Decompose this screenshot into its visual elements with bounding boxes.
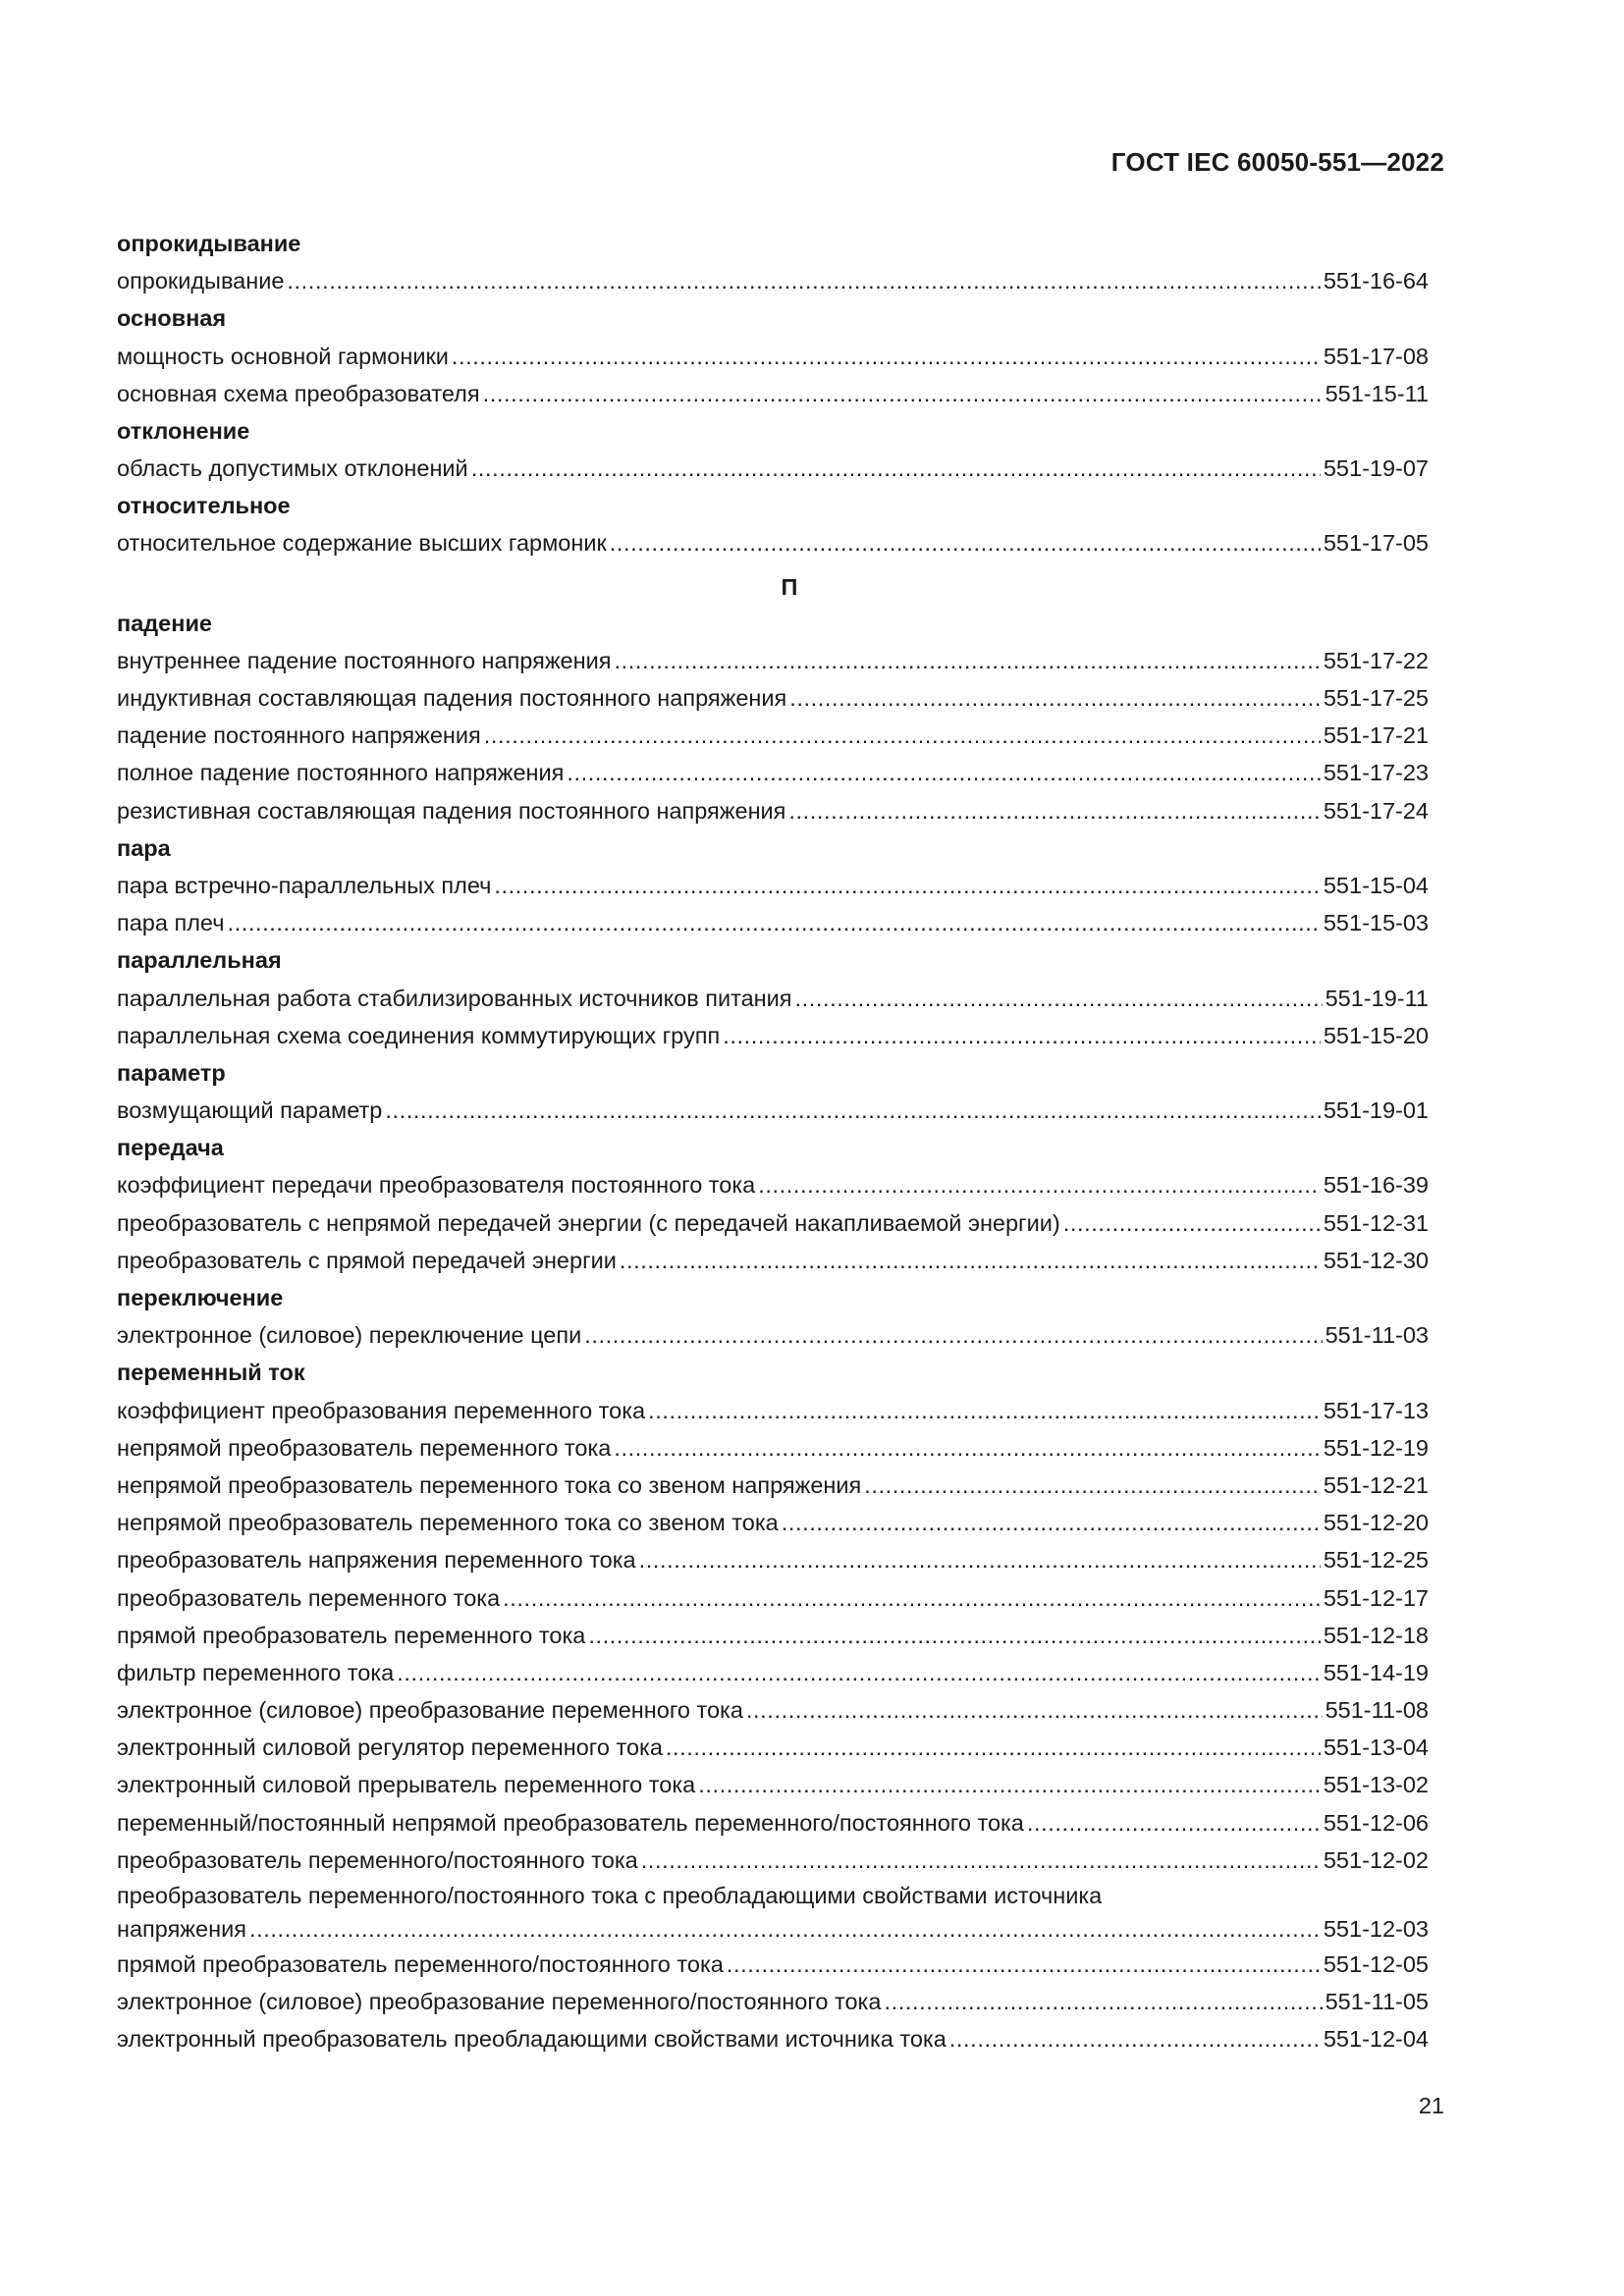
- index-entry: [117, 1504, 1429, 1541]
- index-entry-term: параллельная схема соединения коммутирующих групп: [117, 1022, 721, 1048]
- index-entry-term: пара встречно-параллельных плеч: [117, 872, 492, 898]
- index-group-heading: пара: [117, 834, 171, 861]
- index-entry-ref: 551-12-31: [1323, 1209, 1429, 1236]
- index-letter-heading: П: [781, 573, 798, 600]
- dot-leader: [227, 904, 1320, 941]
- index-group-heading: переключение: [117, 1285, 284, 1311]
- index-entry: [117, 717, 1429, 754]
- index-entry-ref: 551-12-02: [1323, 1846, 1429, 1873]
- index-entry-continuation: [117, 1912, 1429, 1946]
- dot-leader: [567, 754, 1321, 791]
- index-entry-ref: 551-11-03: [1325, 1322, 1429, 1349]
- index-entry-ref: 551-14-19: [1323, 1659, 1429, 1685]
- index-group-heading: относительное: [117, 493, 291, 519]
- index-entry-ref: 551-13-02: [1323, 1772, 1429, 1798]
- index-entry-term: индуктивная составляющая падения постоянного напряжения: [117, 685, 787, 712]
- index-entry-term: электронный силовой прерыватель переменного тока: [117, 1772, 696, 1798]
- index-entry-term: преобразователь переменного тока: [117, 1584, 501, 1611]
- index-entry: [117, 1617, 1429, 1654]
- dot-leader: [584, 1316, 1322, 1354]
- index-entry-term: непрямой преобразователь переменного тока со звеном тока: [117, 1510, 779, 1536]
- dot-leader: [287, 262, 1320, 299]
- index-entry-ref: 551-12-03: [1323, 1916, 1429, 1943]
- dot-leader: [884, 1983, 1322, 2020]
- index-entry-ref: 551-12-25: [1323, 1547, 1429, 1574]
- index-entry-term: преобразователь переменного/постоянного тока с преобладающими свойствами источника: [117, 1883, 1103, 1909]
- index-entry-term: электронный силовой регулятор переменного тока: [117, 1735, 663, 1761]
- index-entry-ref: 551-15-20: [1323, 1022, 1429, 1048]
- dot-leader: [484, 717, 1321, 754]
- index-entry-term: опрокидывание: [117, 268, 285, 294]
- dot-leader: [494, 867, 1320, 904]
- index-entry-term: преобразователь переменного/постоянного тока: [117, 1846, 638, 1873]
- index-entry-term: фильтр переменного тока: [117, 1659, 395, 1685]
- index-entry-term: прямой преобразователь переменного/постоянного тока: [117, 1951, 724, 1978]
- index-entry-term: электронный преобразователь преобладающими свойствами источника тока: [117, 2026, 947, 2053]
- index-entry: [117, 1017, 1429, 1054]
- index-entry-term: непрямой преобразователь переменного тока со звеном напряжения: [117, 1471, 862, 1498]
- index-entry: [117, 1691, 1429, 1729]
- index-entry-term: преобразователь с непрямой передачей энергии (с передачей накапливаемой энергии): [117, 1209, 1060, 1236]
- index-entry: [117, 1879, 1429, 1946]
- index-entry-term: прямой преобразователь переменного тока: [117, 1622, 586, 1648]
- index-group-heading: падение: [117, 610, 212, 636]
- index-entry: [117, 1946, 1429, 1983]
- document-standard-header: ГОСТ IEC 60050-551—2022: [1110, 147, 1444, 177]
- index-entry-term: электронное (силовое) преобразование переменного тока: [117, 1697, 743, 1724]
- index-entry: [117, 375, 1429, 412]
- index-entry-term: преобразователь напряжения переменного тока: [117, 1547, 636, 1574]
- dot-leader: [666, 1729, 1321, 1766]
- index-entry-ref: 551-11-08: [1325, 1697, 1429, 1724]
- index-entry-term: коэффициент передачи преобразователя постоянного тока: [117, 1172, 756, 1199]
- dot-leader: [864, 1467, 1321, 1504]
- index-entry-ref: 551-12-04: [1323, 2026, 1429, 2053]
- index-entry-ref: 551-19-11: [1325, 985, 1429, 1011]
- index-entry-ref: 551-15-03: [1323, 910, 1429, 936]
- dot-leader: [949, 2020, 1321, 2057]
- dot-leader: [614, 642, 1320, 679]
- dot-leader: [610, 524, 1321, 561]
- dot-leader: [641, 1842, 1321, 1879]
- index-entry-ref: 551-16-64: [1323, 268, 1429, 294]
- index-group-heading: отклонение: [117, 417, 250, 444]
- dot-leader: [746, 1691, 1323, 1729]
- index-entry-term: пара плеч: [117, 910, 225, 936]
- index-entry: [117, 262, 1429, 299]
- index-entry: [117, 867, 1429, 904]
- index-entry-ref: 551-12-17: [1323, 1584, 1429, 1611]
- index-entry-term: падение постоянного напряжения: [117, 722, 481, 749]
- index-entry-term: область допустимых отклонений: [117, 455, 468, 482]
- index-entry: [117, 1541, 1429, 1578]
- index-entry-term: возмущающий параметр: [117, 1097, 383, 1124]
- index-entry-ref: 551-15-11: [1325, 380, 1429, 406]
- index-entry: [117, 1204, 1429, 1242]
- index-entry-term: резистивная составляющая падения постоянного напряжения: [117, 797, 786, 824]
- index-entry-ref: 551-12-05: [1323, 1951, 1429, 1978]
- index-entry: [117, 1242, 1429, 1279]
- index-entry: [117, 1579, 1429, 1617]
- dot-leader: [588, 1617, 1321, 1654]
- index-entry-ref: 551-12-19: [1323, 1434, 1429, 1461]
- index-group-heading: основная: [117, 305, 227, 332]
- index-entry-ref: 551-17-25: [1323, 685, 1429, 712]
- index-entry: [117, 1092, 1429, 1129]
- index-entry-term: полное падение постоянного напряжения: [117, 760, 565, 786]
- index-entry-term: коэффициент преобразования переменного тока: [117, 1397, 646, 1423]
- index-group-heading: передача: [117, 1135, 224, 1161]
- index-entry-term: относительное содержание высших гармоник: [117, 530, 607, 557]
- dot-leader: [789, 679, 1321, 717]
- index-entry-ref: 551-19-07: [1323, 455, 1429, 482]
- index-entry-ref: 551-11-05: [1325, 1989, 1429, 2015]
- page-number: 21: [1418, 2093, 1444, 2118]
- index-group-heading: опрокидывание: [117, 231, 301, 256]
- dot-leader: [483, 375, 1323, 412]
- dot-leader: [620, 1242, 1321, 1279]
- index-entry: [117, 2020, 1429, 2057]
- index-entry-ref: 551-19-01: [1323, 1097, 1429, 1124]
- dot-leader: [1063, 1204, 1321, 1242]
- dot-leader: [471, 450, 1321, 487]
- dot-leader: [397, 1654, 1321, 1691]
- dot-leader: [639, 1541, 1321, 1578]
- index-entry-ref: 551-17-13: [1323, 1397, 1429, 1423]
- index-entry-ref: 551-15-04: [1323, 872, 1429, 898]
- index-entry-term: преобразователь с прямой передачей энергии: [117, 1247, 617, 1273]
- dot-leader: [782, 1504, 1321, 1541]
- index-group-heading: параметр: [117, 1059, 226, 1086]
- index-entry: [117, 1429, 1429, 1467]
- index-entry-term: непрямой преобразователь переменного тока: [117, 1434, 612, 1461]
- index-entry: [117, 792, 1429, 829]
- index-entry-ref: 551-17-08: [1323, 343, 1429, 369]
- index-entry-ref: 551-13-04: [1323, 1735, 1429, 1761]
- dot-leader: [503, 1579, 1321, 1617]
- index-entry: [117, 1729, 1429, 1766]
- index-entry: [117, 1167, 1429, 1204]
- index-entry-ref: 551-12-20: [1323, 1510, 1429, 1536]
- dot-leader: [758, 1166, 1321, 1203]
- dot-leader: [385, 1092, 1321, 1129]
- dot-leader: [452, 338, 1321, 375]
- index-entry: [117, 904, 1429, 941]
- index-entry: [117, 338, 1429, 375]
- dot-leader: [795, 980, 1323, 1017]
- index-group-heading: переменный ток: [117, 1360, 305, 1386]
- dot-leader: [614, 1429, 1321, 1467]
- index-entry: [117, 1842, 1429, 1879]
- index-entry-term: электронное (силовое) преобразование переменного/постоянного тока: [117, 1989, 882, 2015]
- index-entry-ref: 551-12-18: [1323, 1622, 1429, 1648]
- dot-leader: [648, 1392, 1321, 1429]
- index-entry: [117, 642, 1429, 679]
- dot-leader: [249, 1912, 1321, 1946]
- dot-leader: [723, 1017, 1321, 1054]
- index-entry-ref: 551-12-30: [1323, 1247, 1429, 1273]
- index-entry-ref: 551-17-22: [1323, 647, 1429, 673]
- index-entry-ref: 551-12-06: [1323, 1809, 1429, 1836]
- index-entry: [117, 1392, 1429, 1429]
- index-entry-ref: 551-17-21: [1323, 722, 1429, 749]
- index-entry-term: внутреннее падение постоянного напряжения: [117, 647, 612, 673]
- index-entry: [117, 1316, 1429, 1354]
- index-entry-term: переменный/постоянный непрямой преобразователь переменного/постоянного тока: [117, 1809, 1024, 1836]
- index-entry: [117, 679, 1429, 717]
- index-entry: [117, 1983, 1429, 2020]
- dot-leader: [727, 1946, 1321, 1983]
- index-entry-ref: 551-17-24: [1323, 797, 1429, 824]
- index-group-heading: параллельная: [117, 947, 282, 974]
- index-entry-term: параллельная работа стабилизированных источников питания: [117, 985, 792, 1011]
- alphabetical-index: [117, 225, 1429, 2058]
- index-entry: [117, 525, 1429, 562]
- index-entry: [117, 450, 1429, 487]
- dot-leader: [788, 792, 1320, 829]
- index-entry-ref: 551-17-05: [1323, 530, 1429, 557]
- index-entry-term-continuation: напряжения: [117, 1916, 246, 1943]
- index-entry: [117, 754, 1429, 791]
- index-entry-ref: 551-12-21: [1323, 1471, 1429, 1498]
- index-entry: [117, 1467, 1429, 1504]
- index-entry-ref: 551-17-23: [1323, 760, 1429, 786]
- dot-leader: [698, 1766, 1321, 1803]
- dot-leader: [1027, 1804, 1321, 1842]
- index-entry-term: основная схема преобразователя: [117, 380, 480, 406]
- index-entry: [117, 1654, 1429, 1691]
- index-entry: [117, 1804, 1429, 1842]
- index-entry: [117, 1767, 1429, 1804]
- index-entry-term: электронное (силовое) переключение цепи: [117, 1322, 582, 1349]
- index-entry-ref: 551-16-39: [1323, 1172, 1429, 1199]
- index-entry: [117, 980, 1429, 1017]
- index-entry-term: мощность основной гармоники: [117, 343, 449, 369]
